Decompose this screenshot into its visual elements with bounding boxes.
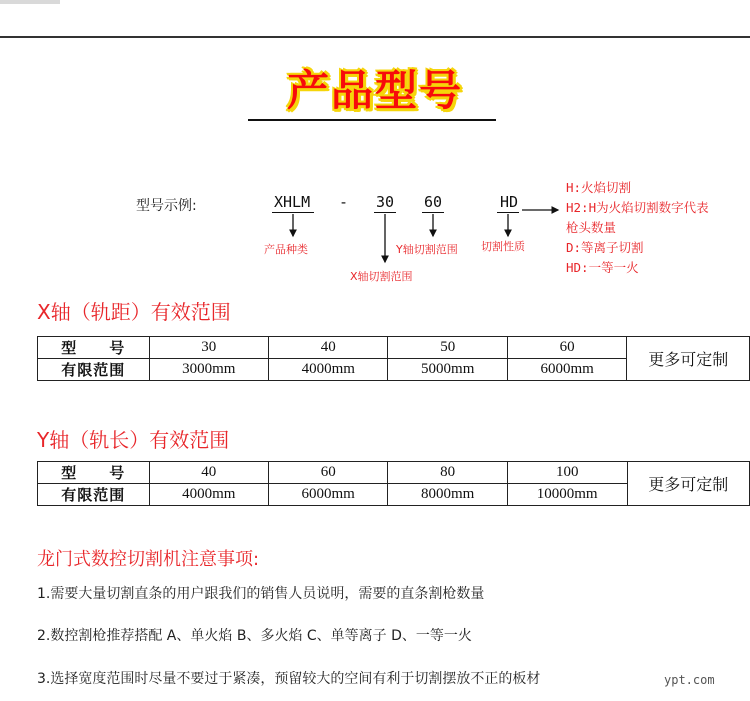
model-cell: 40	[149, 462, 268, 484]
example-label: 型号示例:	[136, 198, 197, 214]
legend-item: H:火焰切割	[566, 180, 632, 195]
y-section-title: Y轴（轨长）有效范围	[37, 428, 230, 452]
model-cell: 30	[149, 337, 268, 359]
model-label-cell: 型 号	[38, 337, 150, 359]
range-cell: 3000mm	[149, 359, 268, 381]
model-cell: 60	[268, 462, 387, 484]
table-row	[38, 337, 750, 359]
legend-item: 枪头数量	[566, 220, 617, 235]
code-part-type: HD	[500, 193, 519, 211]
model-cell: 40	[269, 337, 388, 359]
annotation-y-range: Y轴切割范围	[396, 243, 458, 256]
range-cell: 6000mm	[268, 484, 387, 506]
model-cell: 60	[507, 337, 626, 359]
more-custom-cell: 更多可定制	[627, 337, 750, 381]
range-label-cell: 有限范围	[38, 359, 150, 381]
code-part-y: 60	[424, 193, 443, 211]
notice-item: 1.需要大量切割直条的用户跟我们的销售人员说明，需要的直条割枪数量	[37, 586, 485, 602]
model-label-cell: 型 号	[38, 462, 150, 484]
annotation-cut-type: 切割性质	[481, 240, 525, 253]
model-cell: 100	[507, 462, 627, 484]
x-range-table	[37, 336, 750, 381]
x-section-title: X轴（轨距）有效范围	[37, 300, 231, 324]
type-legend	[566, 178, 709, 278]
range-label-cell: 有限范围	[38, 484, 150, 506]
y-range-table	[37, 461, 750, 506]
code-part-dash: -	[339, 193, 349, 211]
watermark: ypt.com	[664, 673, 715, 687]
legend-item: H2:H为火焰切割数字代表	[566, 200, 709, 215]
legend-item: HD:一等一火	[566, 260, 639, 275]
annotation-product-type: 产品种类	[264, 243, 308, 256]
range-cell: 5000mm	[388, 359, 507, 381]
page-title: 产品型号	[286, 66, 463, 115]
code-part-x: 30	[376, 193, 395, 211]
range-cell: 8000mm	[388, 484, 507, 506]
notice-item: 2.数控割枪推荐搭配 A、单火焰 B、多火焰 C、单等离子 D、一等一火	[37, 628, 472, 644]
legend-item: D:等离子切割	[566, 240, 644, 255]
model-cell: 80	[388, 462, 507, 484]
code-part-series: XHLM	[274, 193, 311, 211]
range-cell: 6000mm	[507, 359, 626, 381]
model-cell: 50	[388, 337, 507, 359]
range-cell: 4000mm	[149, 484, 268, 506]
range-cell: 10000mm	[507, 484, 627, 506]
more-custom-cell: 更多可定制	[627, 462, 750, 506]
annotation-x-range: X轴切割范围	[350, 270, 413, 283]
table-row	[38, 462, 750, 484]
notice-title: 龙门式数控切割机注意事项:	[37, 549, 260, 570]
notice-item: 3.选择宽度范围时尽量不要过于紧凑，预留较大的空间有利于切割摆放不正的板材	[37, 671, 541, 687]
range-cell: 4000mm	[269, 359, 388, 381]
